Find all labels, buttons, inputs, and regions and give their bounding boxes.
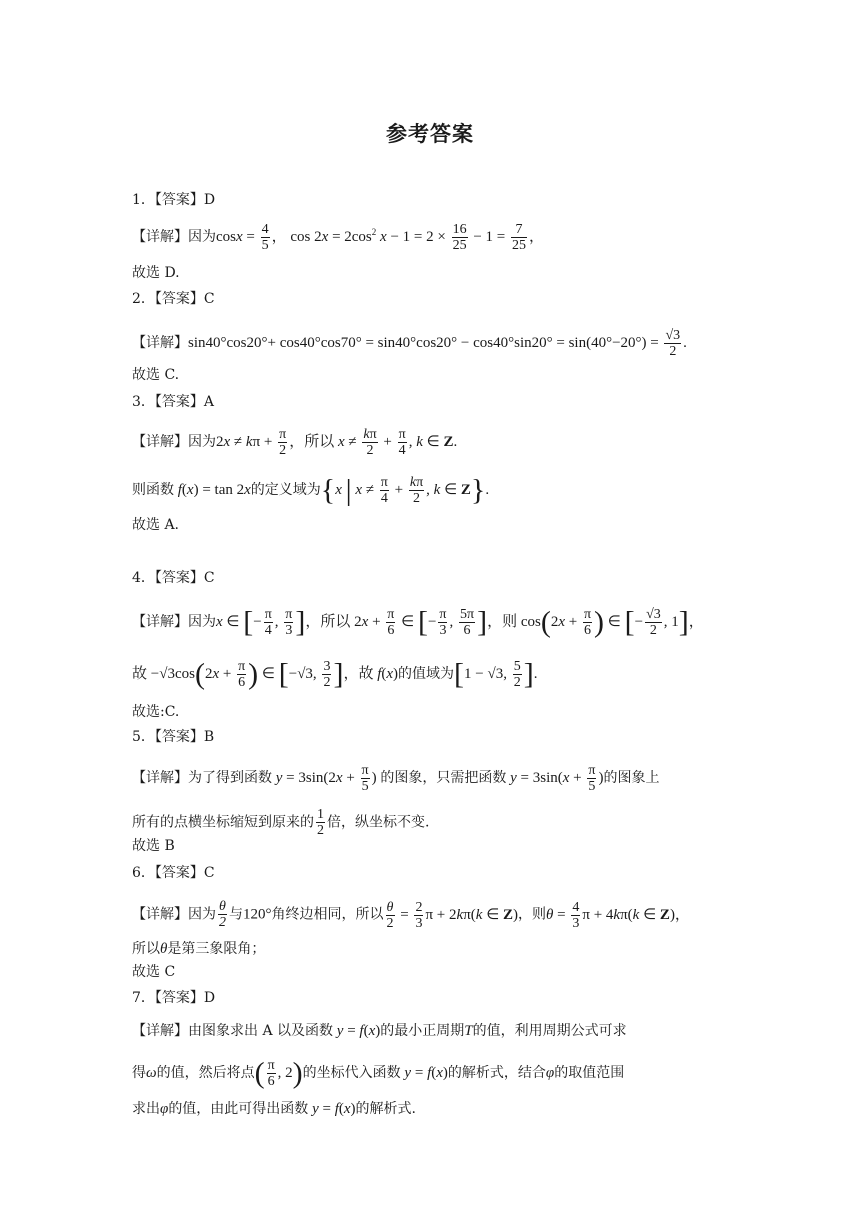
q7-line3 bbox=[132, 1100, 416, 1118]
q4-answer-line: 4．【答案】C bbox=[132, 570, 215, 586]
q3-answer-line: 3．【答案】A bbox=[132, 394, 215, 410]
q6-detail-line bbox=[132, 899, 690, 931]
q6-line2-text: 是第三象限角； bbox=[167, 941, 266, 957]
q7-answer-line: 7．【答案】D bbox=[132, 990, 216, 1006]
q7-period: T bbox=[464, 1023, 473, 1039]
q6-mid3: ，则 bbox=[518, 906, 547, 923]
q2-answer-line: 2．【答案】C bbox=[132, 291, 215, 307]
q4-range-result: [1 − √3, $\frac{5}{2}$ ]. bbox=[454, 657, 538, 691]
q1-detail-line bbox=[132, 222, 544, 253]
q6-angle: 120° bbox=[243, 906, 272, 923]
q7-line2-b: 的值，然后将点 bbox=[156, 1064, 255, 1081]
q1-formula: cosx = $\frac{4}{5}$ ， $\cos 2x = 2\cos^2$ x − 1 = 2 × $\frac{16}{25}$ − 1 = $\frac{7}{25}$ ， bbox=[216, 222, 545, 253]
q7-line2-e: 的取值范围 bbox=[554, 1064, 625, 1081]
q4-range-line bbox=[132, 659, 538, 690]
q7-line2 bbox=[132, 1058, 624, 1089]
q3-domain-set: {x | x ≠ $\frac{\pi}{4}$ + $\frac{k\pi}{2}$ , k ∈ Z}. bbox=[320, 473, 490, 507]
q5-line2-prefix: 所有的点横坐标缩短到原来的 bbox=[132, 814, 314, 831]
q7-line1-b: 的最小正周期 bbox=[380, 1023, 465, 1039]
q6-formula-a: $\frac{\theta}{2}$ = $\frac{2}{3}$ π + 2kπ(k ∈ Z) bbox=[386, 899, 519, 931]
q4-detail-label: 【详解】因为 bbox=[132, 613, 216, 630]
q7-phi-1: φ bbox=[545, 1064, 555, 1081]
q7-line2-c: 的坐标代入函数 bbox=[302, 1064, 401, 1081]
q4-range-formula: 故 −√3cos(2x + $\frac{\pi}{6}$ ) ∈ [−√3, $\frac{3}{2}$ ]，故 f(x) bbox=[132, 657, 399, 691]
q7-line1 bbox=[132, 1022, 627, 1040]
q2-detail-label: 【详解】 bbox=[132, 334, 188, 351]
q5-conclusion: 故选 B bbox=[132, 838, 175, 854]
q7-line1-c: 的值，利用周期公式可求 bbox=[472, 1023, 627, 1039]
q1-conclusion: 故选 D. bbox=[132, 265, 180, 281]
q7-line3-a: 求出 bbox=[132, 1101, 160, 1117]
q3-formula: 2x ≠ kπ + $\frac{\pi}{2}$ ，所以 x ≠ $\frac{k\pi}{2}$ + $\frac{\pi}{4}$ , k ∈ Z. bbox=[216, 427, 458, 458]
q6-conclusion: 故选 C bbox=[132, 964, 176, 980]
q3-function: f(x) = tan 2x bbox=[177, 481, 251, 498]
q7-func-2: y = f(x) bbox=[404, 1064, 448, 1081]
q5-detail-line bbox=[132, 763, 659, 794]
q4-range-mid: 的值域为 bbox=[398, 665, 455, 682]
q5-func-a: y = 3sin(2x + $\frac{\pi}{5}$ ) bbox=[275, 763, 381, 794]
q6-answer-line: 6．【答案】C bbox=[132, 865, 215, 881]
q6-theta-half: $\frac{\theta}{2}$ bbox=[219, 899, 226, 930]
q3-domain-prefix: 则函数 bbox=[132, 481, 174, 498]
q3-conclusion: 故选 A. bbox=[132, 517, 180, 533]
q5-detail-label: 【详解】为了得到函数 bbox=[132, 769, 272, 786]
q5-line2-end: 倍，纵坐标不变. bbox=[327, 814, 430, 831]
q7-point: ( $\frac{\pi}{6}$ , 2) bbox=[254, 1056, 303, 1090]
q7-line1-a: 【详解】由图象求出 A 以及函数 bbox=[132, 1023, 334, 1039]
q6-detail-label: 【详解】因为 bbox=[132, 906, 216, 923]
q7-phi-2: φ bbox=[160, 1101, 169, 1117]
q1-detail-label: 【详解】因为 bbox=[132, 228, 216, 245]
q7-func-1: y = f(x) bbox=[336, 1023, 381, 1039]
q1-answer-line: 1．【答案】D bbox=[132, 192, 216, 208]
q6-formula-b: θ = $\frac{4}{3}$ π + 4kπ(k ∈ Z)， bbox=[546, 899, 690, 931]
q2-formula: sin40°cos20°+ cos40°cos70° = sin40°cos20° − cos40°sin20° = sin(40°−20°) = $\frac{√3}{2}$ . bbox=[188, 328, 687, 359]
q5-detail-end: 的图象上 bbox=[603, 769, 660, 786]
q3-domain-line bbox=[132, 475, 489, 506]
q6-mid2: 角终边相同，所以 bbox=[271, 906, 384, 923]
q7-line2-a: 得 bbox=[132, 1064, 146, 1081]
q4-conclusion: 故选:C. bbox=[132, 704, 180, 720]
q4-detail-line bbox=[132, 607, 704, 638]
q6-theta: θ bbox=[160, 941, 168, 957]
q5-answer-line: 5．【答案】B bbox=[132, 729, 215, 745]
q5-func-b: y = 3sin(x + $\frac{\pi}{5}$ ) bbox=[510, 763, 604, 794]
q7-line2-d: 的解析式，结合 bbox=[447, 1064, 546, 1081]
q6-line2 bbox=[132, 940, 265, 958]
q6-line2-prefix: 所以 bbox=[132, 941, 160, 957]
q5-line2 bbox=[132, 807, 429, 838]
q6-mid1: 与 bbox=[229, 906, 243, 923]
page-title: 参考答案 bbox=[386, 122, 474, 146]
q2-detail-line bbox=[132, 328, 687, 359]
q7-line3-b: 的值，由此可得出函数 bbox=[168, 1101, 309, 1117]
q3-detail-label: 【详解】因为 bbox=[132, 433, 216, 450]
q3-domain-mid: 的定义域为 bbox=[250, 481, 321, 498]
q7-func-3: y = f(x) bbox=[312, 1101, 356, 1117]
q7-line3-c: 的解析式. bbox=[355, 1101, 416, 1117]
q3-detail-line bbox=[132, 427, 457, 458]
q5-half: $\frac{1}{2}$ bbox=[317, 807, 324, 838]
q7-omega: ω bbox=[146, 1064, 157, 1081]
q4-formula: x ∈ [− $\frac{\pi}{4}$ , $\frac{\pi}{3}$ ]，所以 2x + $\frac{\pi}{6}$ ∈ [− $\frac{\pi}{3}$ , $\frac{5\pi}{6}$ ]，则 cos(2x + $\frac{\pi}{6}$ ) ∈ [− $\frac{√3}{2}$ , 1]， bbox=[216, 605, 704, 639]
q2-conclusion: 故选 C. bbox=[132, 367, 180, 383]
q5-detail-mid: 的图象，只需把函数 bbox=[380, 769, 507, 786]
